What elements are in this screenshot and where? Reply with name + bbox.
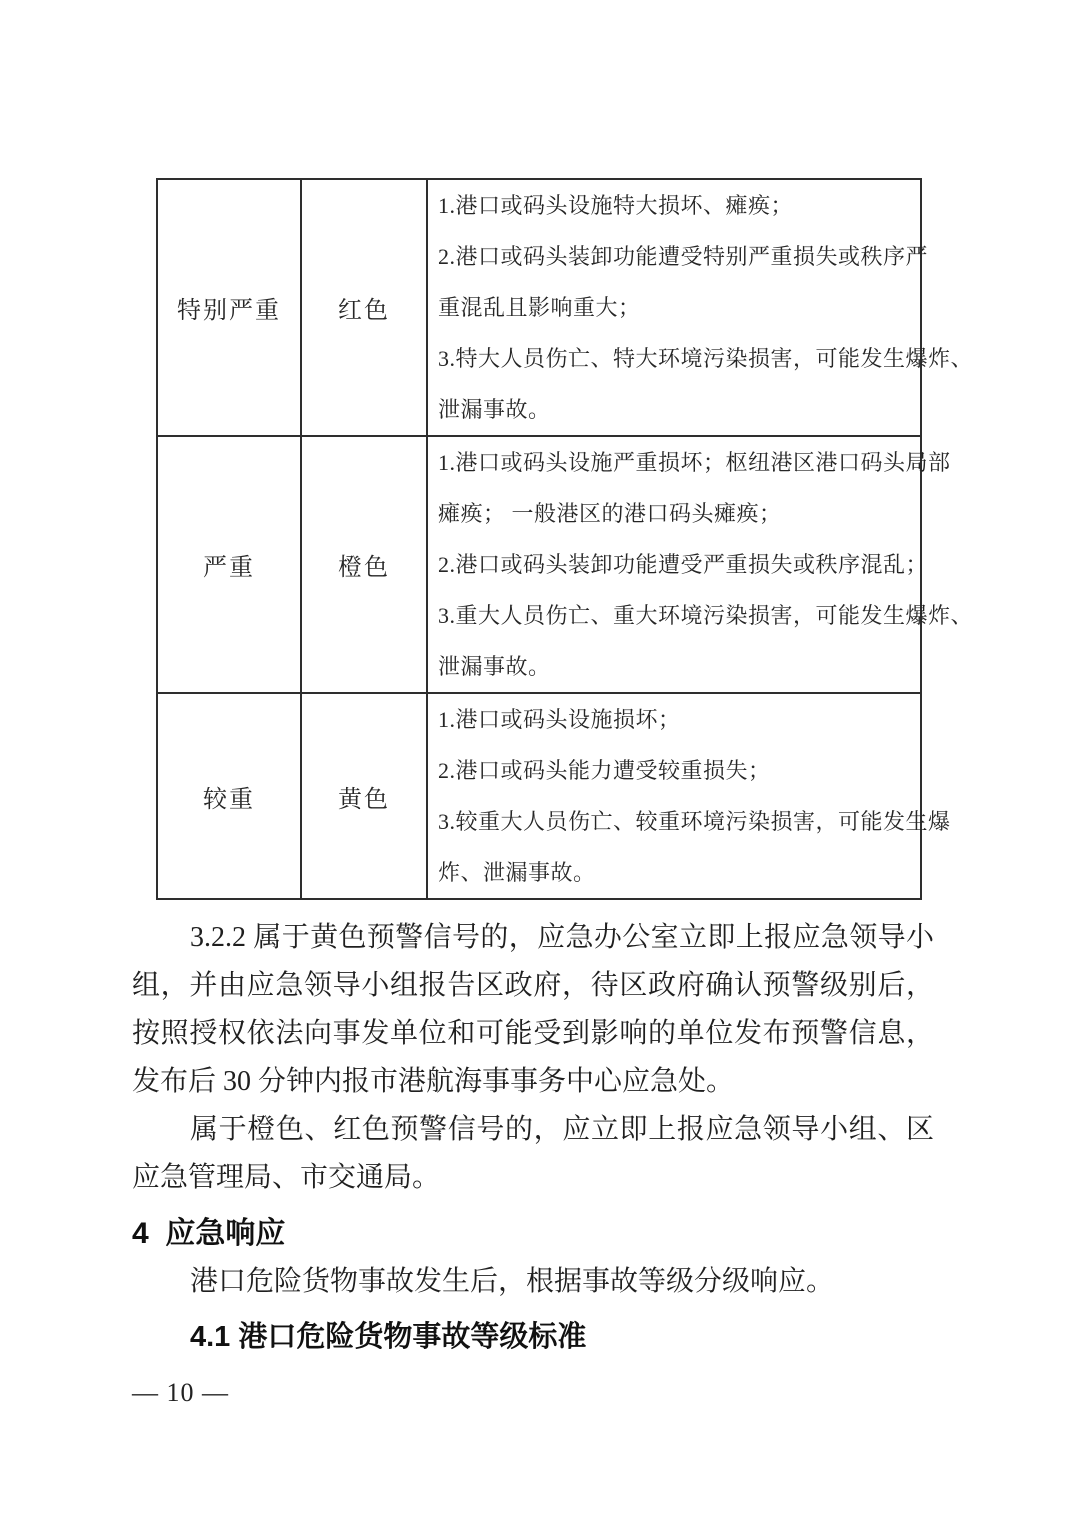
paragraph-line: 港口危险货物事故发生后，根据事故等级分级响应。 [190,1266,835,1297]
paragraph-line: 按照授权依法向事发单位和可能受到影响的单位发布预警信息， [132,1018,934,1049]
paragraph-response [132,1258,934,1306]
section-heading-4-1: 4.1 港口危险货物事故等级标准 [190,1321,587,1353]
criteria-line: 泄漏事故。 [438,654,551,679]
table-row-moderate [157,693,921,899]
table-row-severe [157,436,921,693]
criteria-cell [427,179,974,436]
criteria-line: 1.港口或码头设施损坏； [438,707,681,732]
criteria-line: 重混乱且影响重大； [438,295,641,320]
level-cell: 较重 [157,693,301,899]
color-cell: 红色 [301,179,427,436]
criteria-line: 2.港口或码头装卸功能遭受严重损失或秩序混乱； [438,552,929,577]
section-heading-4: 4 应急响应 [132,1217,286,1250]
paragraph-orange-red [132,1106,934,1202]
criteria-line: 泄漏事故。 [438,397,551,422]
criteria-line: 3.特大人员伤亡、特大环境污染损害，可能发生爆炸、 [438,346,974,371]
paragraph-line: 发布后 30 分钟内报市港航海事事务中心应急处。 [132,1066,735,1097]
warning-level-table [156,178,974,900]
table-row-extremely-severe [157,179,921,436]
color-cell: 橙色 [301,436,427,693]
criteria-line: 2.港口或码头能力遭受较重损失； [438,758,771,783]
criteria-cell [427,693,951,899]
page-number: — 10 — [132,1378,229,1407]
paragraph-line: 应急管理局、市交通局。 [132,1162,441,1193]
paragraph-line: 属于橙色、红色预警信号的，应立即上报应急领导小组、区 [190,1114,934,1145]
criteria-line: 3.较重大人员伤亡、较重环境污染损害，可能发生爆 [438,809,951,834]
criteria-line: 1.港口或码头设施特大损坏、瘫痪； [438,193,794,218]
paragraph-3-2-2 [132,914,934,1106]
level-cell: 严重 [157,436,301,693]
criteria-line: 2.港口或码头装卸功能遭受特别严重损失或秩序严 [438,244,929,269]
paragraph-line: 3.2.2 属于黄色预警信号的，应急办公室立即上报应急领导小 [190,922,934,953]
color-cell: 黄色 [301,693,427,899]
criteria-line: 炸、泄漏事故。 [438,860,596,885]
level-cell: 特别严重 [157,179,301,436]
paragraph-line: 组，并由应急领导小组报告区政府，待区政府确认预警级别后， [132,970,934,1001]
criteria-line: 1.港口或码头设施严重损坏；枢纽港区港口码头局部 [438,450,951,475]
criteria-line: 3.重大人员伤亡、重大环境污染损害，可能发生爆炸、 [438,603,974,628]
criteria-cell [427,436,974,693]
criteria-line: 瘫痪； 一般港区的港口码头瘫痪； [438,501,782,526]
